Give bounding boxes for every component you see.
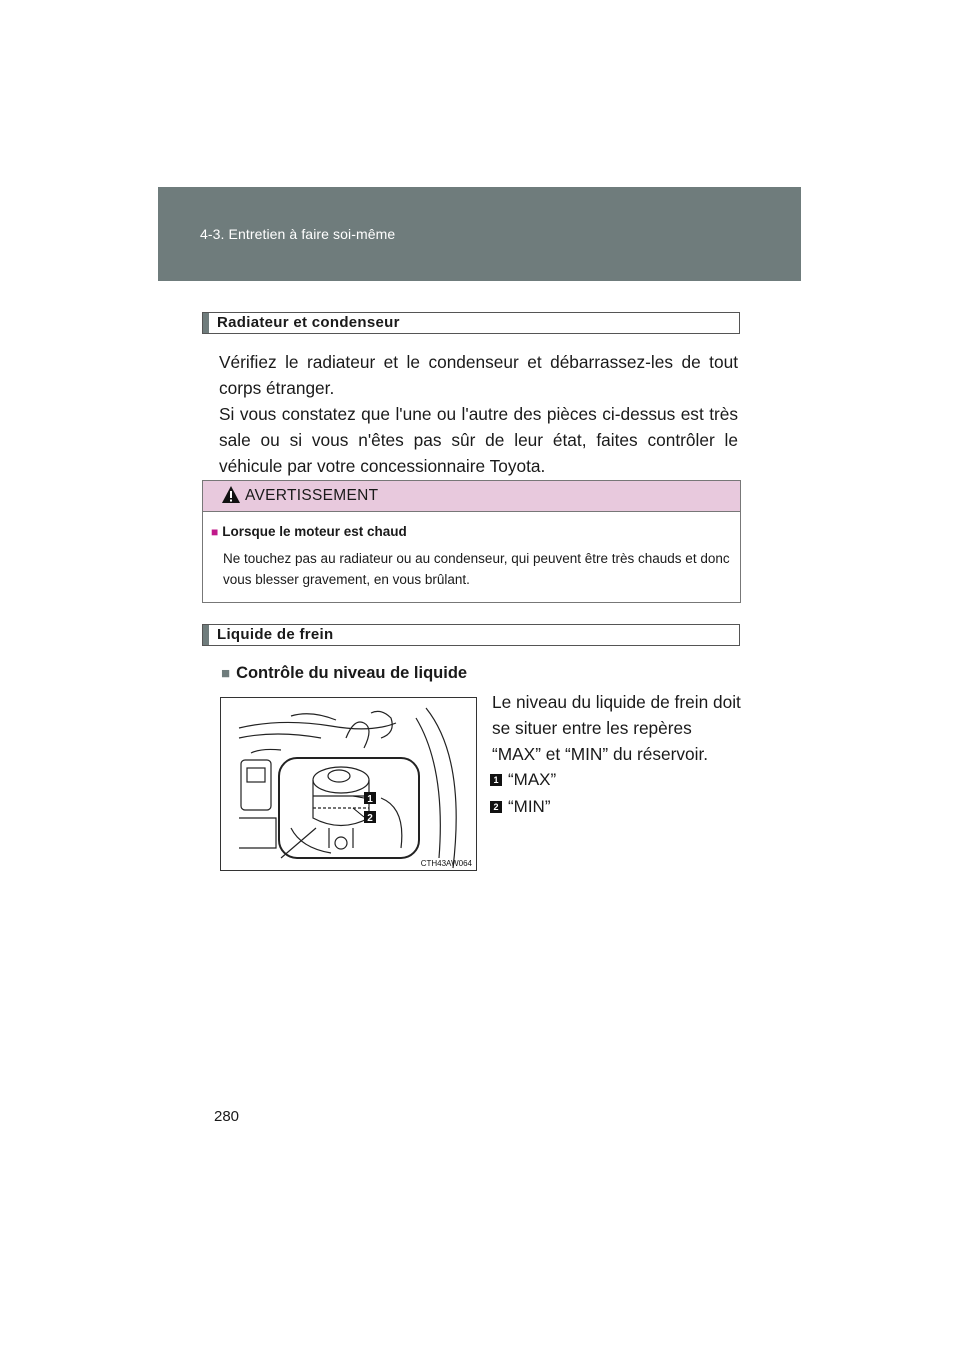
warning-text: Ne touchez pas au radiateur ou au condenseur, qui peuvent être très chauds et donc vous blesser gravement, en vous brûlant.: [223, 551, 730, 587]
section-title: Radiateur et condenseur: [217, 314, 400, 331]
section-title: Liquide de frein: [217, 626, 334, 643]
warning-header: [203, 481, 740, 512]
page-number: 280: [214, 1108, 240, 1125]
warning-box: [202, 480, 741, 603]
warning-subtitle: [211, 524, 407, 539]
legend-label: “MAX”: [508, 770, 557, 789]
callout-1: 1: [367, 794, 373, 805]
heading-accent-bar: [203, 625, 209, 645]
heading-accent-bar: [203, 313, 209, 333]
warning-subtitle-text: Lorsque le moteur est chaud: [222, 524, 407, 539]
callout-2: 2: [367, 813, 373, 824]
legend-item-min: [490, 797, 550, 817]
legend-label: “MIN”: [508, 797, 551, 816]
warning-title: AVERTISSEMENT: [245, 487, 379, 504]
paragraph: Vérifiez le radiateur et le condenseur et débarrassez-les de tout corps étranger.: [219, 352, 738, 398]
chapter-header-band: [158, 187, 801, 281]
brake-reservoir-illustration: [220, 697, 477, 871]
subheading-text: Contrôle du niveau de liquide: [236, 664, 468, 682]
square-bullet-icon: ■: [211, 525, 219, 539]
warning-triangle-icon: [221, 485, 241, 504]
breadcrumb: 4-3. Entretien à faire soi-même: [200, 226, 396, 242]
radiator-instructions: [219, 349, 738, 479]
engine-bay-drawing: [221, 698, 476, 870]
section-heading-brake-fluid: [202, 624, 740, 646]
square-bullet-icon: ■: [221, 665, 231, 682]
callout-number-icon: 2: [490, 801, 502, 813]
brake-fluid-description: Le niveau du liquide de frein doit se situer entre les repères “MAX” et “MIN” du réservoir.: [492, 692, 741, 764]
section-heading-radiator: [202, 312, 740, 334]
paragraph: Si vous constatez que l'une ou l'autre des pièces ci-dessus est très sale ou si vous n'êtes pas sûr de leur état, faites contrôler le véhicule par votre concessionnaire Toyota.: [219, 404, 738, 476]
legend-item-max: [490, 770, 556, 790]
callout-number-icon: 1: [490, 774, 502, 786]
subheading: [221, 664, 467, 683]
figure-code: CTH43AW064: [420, 859, 472, 868]
